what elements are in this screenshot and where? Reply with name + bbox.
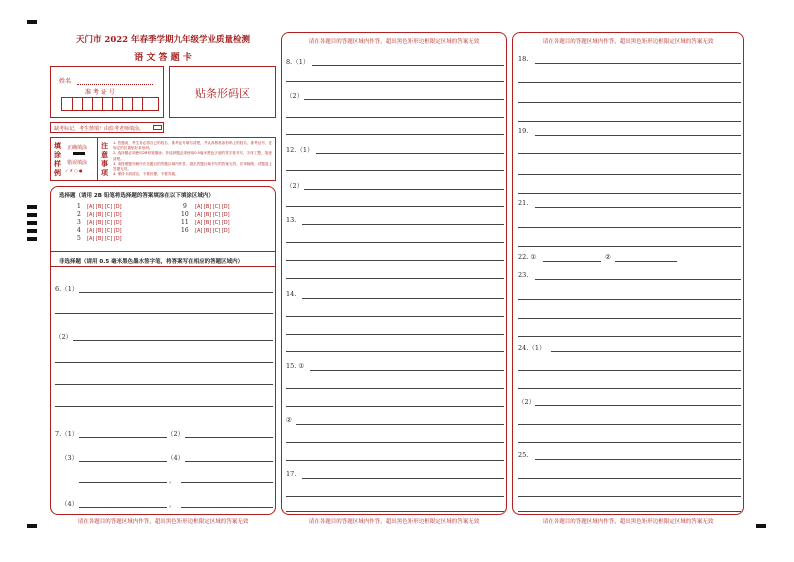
student-info-box xyxy=(50,66,164,118)
mc-q5-options[interactable]: [A] [B] [C] [D] xyxy=(87,236,122,242)
q19-line[interactable] xyxy=(535,135,741,136)
q12-2-line[interactable] xyxy=(286,206,504,207)
mc-q4-number: 4 xyxy=(77,227,81,234)
q7-2-line[interactable] xyxy=(185,437,273,438)
absent-box xyxy=(50,122,164,133)
choice-divider xyxy=(51,251,275,252)
q7-1-line[interactable] xyxy=(79,437,167,438)
timing-mark-side-1 xyxy=(27,205,37,209)
q12-2-label: （2） xyxy=(286,182,304,190)
q12-1-label: 12.（1） xyxy=(286,146,314,154)
q7-comma: ， xyxy=(169,500,176,508)
q12-1-line[interactable] xyxy=(286,170,504,171)
notes-title: 注 意 事 项 xyxy=(101,141,108,177)
q21-line[interactable] xyxy=(518,227,741,228)
left-answer-panel xyxy=(50,186,276,515)
right-answer-panel xyxy=(512,32,744,515)
q24-1-line[interactable] xyxy=(518,388,741,389)
q17-line[interactable] xyxy=(302,478,504,479)
q7-5-line[interactable] xyxy=(79,507,167,508)
absent-label: 缺考标记，考生禁填！由监考老师填涂。 xyxy=(54,126,145,132)
q19-label: 19. xyxy=(518,127,529,135)
q6-2-line[interactable] xyxy=(55,384,273,385)
q12-1-line[interactable] xyxy=(316,153,504,154)
q14-line[interactable] xyxy=(286,316,504,317)
q7-4-line[interactable] xyxy=(185,461,273,462)
sheet-subtitle: 语 文 答 题 卡 xyxy=(134,53,192,63)
q24-2-line[interactable] xyxy=(518,442,741,443)
q23-label: 23. xyxy=(518,271,529,279)
mc-q9-number: 9 xyxy=(183,203,187,210)
q12-2-line[interactable] xyxy=(304,189,504,190)
mc-q5-number: 5 xyxy=(77,235,81,242)
notice-top-middle: 请在各题目的答题区域内作答，超出黑色矩形边框限定区域的答案无效 xyxy=(308,39,480,45)
q15-1-line[interactable] xyxy=(286,388,504,389)
nonchoice-title: 非选择题（请用 0.5 毫米黑色墨水签字笔，将答案写在相应的答题区域内） xyxy=(59,259,244,265)
q8-2-line[interactable] xyxy=(286,134,504,135)
q13-label: 13. xyxy=(286,216,297,224)
q18-line[interactable] xyxy=(518,102,741,103)
q15-2-line[interactable] xyxy=(286,460,504,461)
mc-q3-number: 3 xyxy=(77,219,81,226)
q15-1-line[interactable] xyxy=(310,370,504,371)
q7-2-label: （2） xyxy=(167,430,185,438)
q8-2-line[interactable] xyxy=(286,117,504,118)
mc-q11-options[interactable]: [A] [B] [C] [D] xyxy=(195,220,230,226)
q17-line[interactable] xyxy=(286,511,504,512)
q6-1-line[interactable] xyxy=(55,313,273,314)
nonchoice-top-rule xyxy=(51,266,275,267)
q24-1-label: 24.（1） xyxy=(518,344,546,352)
q21-line[interactable] xyxy=(535,207,741,208)
q25-line[interactable] xyxy=(535,459,741,460)
q19-line[interactable] xyxy=(518,153,741,154)
notes-list xyxy=(113,141,273,177)
timing-mark-side-3 xyxy=(27,221,37,225)
q17-label: 17. xyxy=(286,470,297,478)
q7-comma: ， xyxy=(169,476,176,484)
mc-q11-number: 11 xyxy=(181,219,189,226)
q22-1-line[interactable] xyxy=(543,261,601,262)
mc-q9-options[interactable]: [A] [B] [C] [D] xyxy=(195,204,230,210)
q7-4-line[interactable] xyxy=(79,482,167,483)
q24-2-label: （2） xyxy=(518,398,536,406)
q14-line[interactable] xyxy=(286,334,504,335)
mc-q2-number: 2 xyxy=(77,211,81,218)
choice-area xyxy=(51,199,275,251)
mc-q1-options[interactable]: [A] [B] [C] [D] xyxy=(87,204,122,210)
mc-q4-options[interactable]: [A] [B] [C] [D] xyxy=(87,228,122,234)
q13-line[interactable] xyxy=(286,260,504,261)
note-item: 1. 答题前，考生务必将自己的姓名、准考证号填写清楚，并认真核准条形码上的姓名、准考证号，在规定的位置贴好条形码。 xyxy=(113,141,273,151)
mc-q2-options[interactable]: [A] [B] [C] [D] xyxy=(87,212,122,218)
notice-bottom-right: 请在各题目的答题区域内作答，超出黑色矩形边框限定区域的答案无效 xyxy=(542,519,714,525)
fill-notes-box xyxy=(50,137,276,181)
q15-2-line[interactable] xyxy=(296,424,504,425)
note-item: 3. 请按照题号顺序在各题目的答题区域内作答，超出答题区域书写的答案无效；在草稿纸、试题卷上答题无效。 xyxy=(113,161,273,172)
q15-2-line[interactable] xyxy=(286,442,504,443)
q24-2-line[interactable] xyxy=(518,424,741,425)
exam-title: 天门市 2022 年春季学期九年级学业质量检测 xyxy=(75,35,251,45)
q13-line[interactable] xyxy=(286,242,504,243)
q23-line[interactable] xyxy=(518,299,741,300)
q23-line[interactable] xyxy=(535,279,741,280)
q18-line[interactable] xyxy=(518,121,741,122)
q21-label: 21. xyxy=(518,199,529,207)
notice-bottom-middle: 请在各题目的答题区域内作答，超出黑色矩形边框限定区域的答案无效 xyxy=(308,519,480,525)
q7-5-label: （4） xyxy=(61,500,79,508)
timing-mark-side-2 xyxy=(27,213,37,217)
q23-line[interactable] xyxy=(518,318,741,319)
q15-2-label: ② xyxy=(286,416,292,424)
q18-line[interactable] xyxy=(535,63,741,64)
q21-line[interactable] xyxy=(518,246,741,247)
fill-correct-label: 正确填涂 xyxy=(67,145,88,151)
middle-answer-panel xyxy=(281,32,507,515)
q22-1-label: 22. ① xyxy=(518,253,537,261)
mc-q10-number: 10 xyxy=(181,211,189,218)
q6-2-line[interactable] xyxy=(55,406,273,407)
q17-line[interactable] xyxy=(286,496,504,497)
q7-5-line[interactable] xyxy=(181,507,273,508)
q6-2-line[interactable] xyxy=(73,340,273,341)
q18-label: 18. xyxy=(518,55,529,63)
q6-1-label: 6.（1） xyxy=(55,285,79,293)
notes-divider xyxy=(97,138,98,180)
q19-line[interactable] xyxy=(518,193,741,194)
q24-1-line[interactable] xyxy=(518,370,741,371)
q13-line[interactable] xyxy=(286,278,504,279)
q15-1-line[interactable] xyxy=(286,406,504,407)
q25-line[interactable] xyxy=(518,511,741,512)
exam-id-grid[interactable] xyxy=(61,97,159,111)
choice-title: 选择题（请用 2B 铅笔将选择题的答案填涂在以下填涂区域内） xyxy=(59,193,214,199)
mc-q16-number: 16 xyxy=(181,227,189,234)
mc-q10-options[interactable]: [A] [B] [C] [D] xyxy=(195,212,230,218)
q13-line[interactable] xyxy=(302,224,504,225)
name-field[interactable] xyxy=(77,84,153,85)
q6-2-label: （2） xyxy=(55,333,73,341)
q8-1-line[interactable] xyxy=(286,81,504,82)
q25-label: 25. xyxy=(518,451,529,459)
q6-1-line[interactable] xyxy=(79,292,273,293)
q6-2-line[interactable] xyxy=(55,362,273,363)
q25-line[interactable] xyxy=(518,478,741,479)
q7-1-label: 7.（1） xyxy=(55,430,79,438)
q14-label: 14. xyxy=(286,290,297,298)
barcode-area xyxy=(169,66,276,118)
notice-top-right: 请在各题目的答题区域内作答，超出黑色矩形边框限定区域的答案无效 xyxy=(542,39,714,45)
fill-sample-title: 填 涂 样 例 xyxy=(54,141,61,177)
q14-line[interactable] xyxy=(286,351,504,352)
note-item: 2. 选择题必须使用2B铅笔填涂；非选择题必须使用0.5毫米黑色字迹的签字笔书写，字体工整，笔迹清楚。 xyxy=(113,151,272,161)
q8-2-label: （2） xyxy=(286,92,304,100)
q22-2-label: ② xyxy=(605,253,611,261)
q22-2-line[interactable] xyxy=(615,261,677,262)
note-item: 4. 保持卡面清洁，不要折叠，不要弄破。 xyxy=(113,172,179,177)
timing-mark-bottom-left xyxy=(27,524,37,528)
q19-line[interactable] xyxy=(518,174,741,175)
timing-mark-bottom-right xyxy=(756,524,766,528)
barcode-label: 贴条形码区 xyxy=(195,87,250,100)
absent-checkbox[interactable] xyxy=(153,125,162,130)
q14-line[interactable] xyxy=(302,298,504,299)
q7-3-line[interactable] xyxy=(79,461,167,462)
fill-wrong-marks: ✓ ✗ ○ ● xyxy=(65,168,83,173)
q15-1-label: 15. ① xyxy=(286,362,305,370)
mc-q16-options[interactable]: [A] [B] [C] [D] xyxy=(195,228,230,234)
timing-mark-top-left xyxy=(27,20,37,24)
fill-correct-sample xyxy=(73,152,85,155)
mc-q3-options[interactable]: [A] [B] [C] [D] xyxy=(87,220,122,226)
exam-id-label: 准 考 证 号 xyxy=(85,89,115,96)
q24-2-line[interactable] xyxy=(535,405,741,406)
q7-4-line[interactable] xyxy=(181,482,273,483)
q7-4-label: （4） xyxy=(167,454,185,462)
q24-1-line[interactable] xyxy=(551,351,741,352)
q18-line[interactable] xyxy=(518,82,741,83)
q23-line[interactable] xyxy=(518,336,741,337)
timing-mark-side-4 xyxy=(27,229,37,233)
q8-1-label: 8.（1） xyxy=(286,58,310,66)
q8-2-line[interactable] xyxy=(304,99,504,100)
fill-wrong-label: 错误填涂 xyxy=(67,160,88,166)
timing-mark-side-5 xyxy=(27,237,37,241)
name-label: 姓名 xyxy=(59,78,72,85)
mc-q1-number: 1 xyxy=(77,203,81,210)
q25-line[interactable] xyxy=(518,496,741,497)
notice-bottom-left: 请在各题目的答题区域内作答，超出黑色矩形边框限定区域的答案无效 xyxy=(77,519,249,525)
q8-1-line[interactable] xyxy=(312,65,504,66)
q7-3-label: （3） xyxy=(61,454,79,462)
